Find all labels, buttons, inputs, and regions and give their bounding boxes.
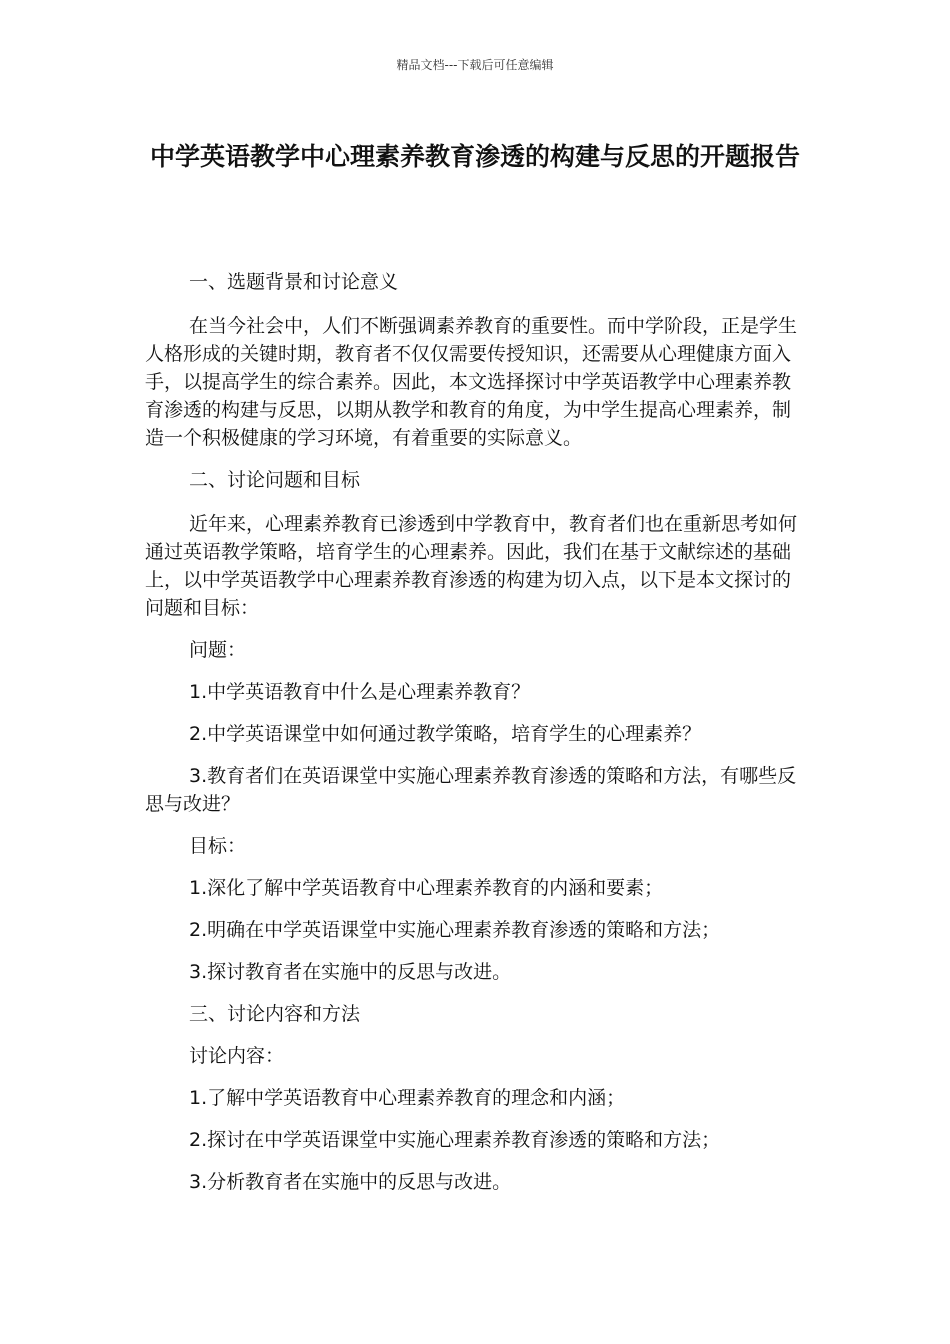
section-heading-3: 三、讨论内容和方法 — [189, 1003, 361, 1025]
section-heading-1: 一、选题背景和讨论意义 — [189, 271, 399, 293]
problems-paragraph: 近年来，心理素养教育已渗透到中学教育中，教育者们也在重新思考如何通过英语教学策略，培育学生的心理素养。因此，我们在基于文献综述的基础上，以中学英语教学中心理素养教育渗透的构建为切入点，以下是本文探讨的问题和目标： — [145, 513, 798, 619]
question-item: 2.中学英语课堂中如何通过教学策略，培育学生的心理素养？ — [189, 723, 702, 745]
questions-label: 问题： — [189, 639, 247, 661]
section-heading-2: 二、讨论问题和目标 — [189, 469, 361, 491]
content-label: 讨论内容： — [189, 1045, 285, 1067]
content-item: 3.分析教育者在实施中的反思与改进。 — [189, 1171, 512, 1193]
question-item: 1.中学英语教育中什么是心理素养教育？ — [189, 681, 531, 703]
document-title: 中学英语教学中心理素养教育渗透的构建与反思的开题报告 — [149, 142, 800, 171]
page-header: 精品文档---下载后可任意编辑 — [396, 58, 554, 72]
question-item: 3.教育者们在英语课堂中实施心理素养教育渗透的策略和方法，有哪些反思与改进？ — [145, 765, 797, 815]
goal-item: 1.深化了解中学英语教育中心理素养教育的内涵和要素； — [189, 877, 664, 899]
document-body — [145, 268, 800, 1196]
goal-item: 2.明确在中学英语课堂中实施心理素养教育渗透的策略和方法； — [189, 919, 721, 941]
content-item: 1.了解中学英语教育中心理素养教育的理念和内涵； — [189, 1087, 626, 1109]
goals-label: 目标： — [189, 835, 247, 857]
background-paragraph: 在当今社会中，人们不断强调素养教育的重要性。而中学阶段，正是学生人格形成的关键时期，教育者不仅仅需要传授知识，还需要从心理健康方面入手，以提高学生的综合素养。因此，本文选择探讨中学英语教学中心理素养教育渗透的构建与反思，以期从教学和教育的角度，为中学生提高心理素养，制造一个积极健康的学习环境，有着重要的实际意义。 — [145, 315, 798, 449]
content-item: 2.探讨在中学英语课堂中实施心理素养教育渗透的策略和方法； — [189, 1129, 721, 1151]
goal-item: 3.探讨教育者在实施中的反思与改进。 — [189, 961, 512, 983]
